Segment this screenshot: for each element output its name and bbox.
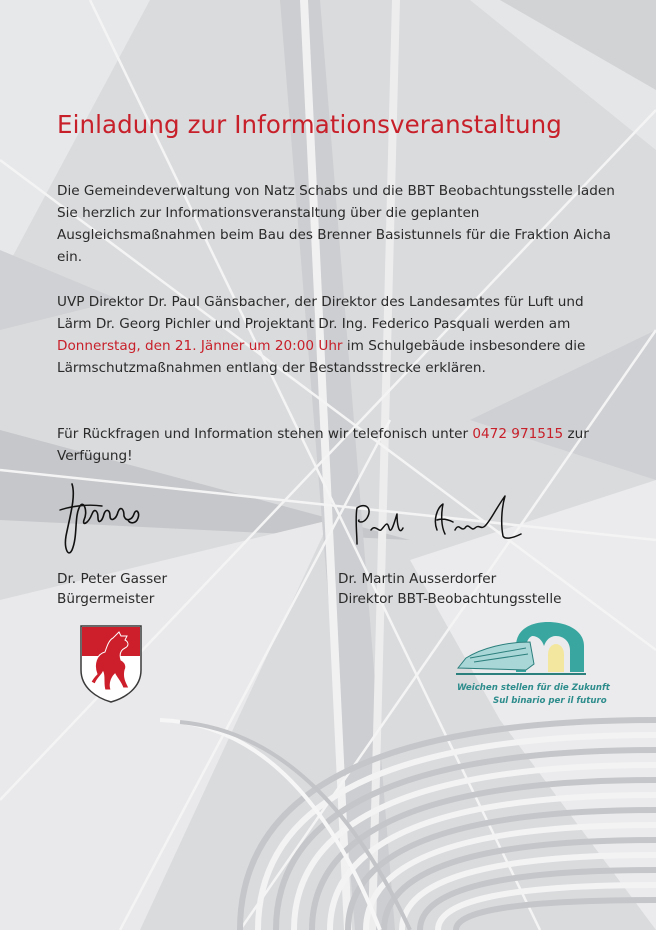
signature-ausserdorfer (345, 490, 525, 552)
speakers-text-before: UVP Direktor Dr. Paul Gänsbacher, der Direktor des Landesamtes für Luft und Lärm Dr. Georg Pichler und Projektant Dr. Ing. Federico Pasquali werden am (57, 294, 584, 332)
municipal-coat-of-arms-icon (79, 624, 143, 704)
slogan-italian: Sul binario per il futuro (493, 696, 607, 706)
speakers-paragraph (57, 291, 617, 379)
phone-number: 0472 971515 (472, 426, 564, 442)
page-title: Einladung zur Informationsveranstaltung (57, 110, 562, 139)
signatory-left-name: Dr. Peter Gasser (57, 571, 168, 587)
signatory-left (57, 569, 167, 609)
signatory-right-name: Dr. Martin Ausserdorfer (338, 571, 497, 587)
signature-gasser (58, 476, 148, 566)
speakers-text-after: im Schulgebäude insbesondere die Lärmschutzmaßnahmen entlang der Bestandsstrecke erklären. (57, 338, 586, 376)
signatory-right (338, 569, 561, 609)
intro-paragraph: Die Gemeindeverwaltung von Natz Schabs und die BBT Beobachtungsstelle laden Sie herzlich zur Informationsveranstaltung über die geplanten Ausgleichsmaßnahmen beim Bau des Brenner Basistunnels für die Fraktion Aicha ein. (57, 183, 615, 265)
signatory-right-role: Direktor BBT-Beobachtungsstelle (338, 591, 562, 607)
bbt-tunnel-train-icon (456, 616, 588, 684)
signatory-left-role: Bürgermeister (57, 591, 155, 607)
contact-text-before: Für Rückfragen und Information stehen wir telefonisch unter (57, 426, 473, 442)
contact-text-after: zur Verfügung! (57, 426, 589, 464)
slogan-german: Weichen stellen für die Zukunft (457, 683, 610, 693)
event-date-time: Donnerstag, den 21. Jänner um 20:00 Uhr (57, 338, 343, 354)
contact-paragraph (57, 423, 617, 467)
